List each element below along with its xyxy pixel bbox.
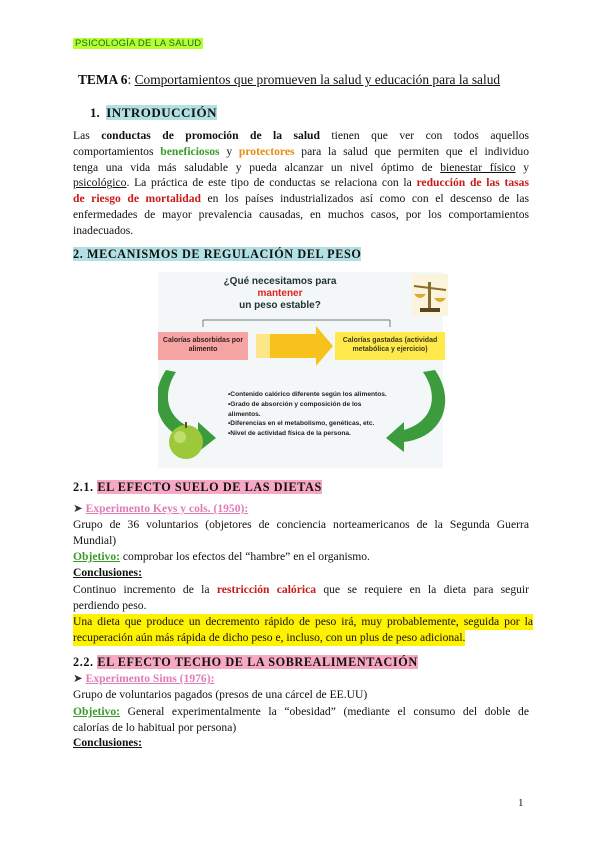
weight-regulation-diagram xyxy=(158,272,448,468)
group-line: Grupo de 36 voluntarios (objetores de conciencia norteamericanos de la Segunda Guerra xyxy=(73,518,529,531)
diagram-bullets xyxy=(228,390,388,439)
page-title xyxy=(78,72,500,88)
intro-line: tenga una vida más saludable y pueda alcanzar un nivel óptimo de bienestar físico y xyxy=(73,160,529,174)
intro-paragraph xyxy=(73,128,529,239)
highlight-line: recuperación aún más rápida de dicho peso e, incluso, con un plus de peso adicional. xyxy=(73,630,466,644)
scale-icon xyxy=(412,274,448,316)
objective-text: comprobar los efectos del “hambre” en el organismo. xyxy=(120,550,370,563)
section22-number: 2.2. xyxy=(73,655,94,669)
intro-line: Las conductas de promoción de la salud tienen que ver con todos aquellos xyxy=(73,129,530,142)
calories-spent-box: Calorías gastadas (actividad metabólica y ejercicio) xyxy=(335,332,445,360)
sims-objective-paragraph xyxy=(73,704,529,736)
bullet-item: •Grado de absorción y composición de los alimentos. xyxy=(228,400,362,418)
section1-title: INTRODUCCIÓN xyxy=(106,105,217,120)
section21-heading xyxy=(73,480,322,495)
objective-line: calorías de lo habitual por persona) xyxy=(73,720,237,734)
conclusion-line: Continuo incremento de la restricción calórica que se requiere en la dieta para seguir xyxy=(73,583,530,596)
section22-title: EL EFECTO TECHO DE LA SOBREALIMENTACIÓN xyxy=(97,655,418,669)
course-header: PSICOLOGÍA DE LA SALUD xyxy=(75,38,202,49)
bullet-item: •Diferencias en el metabolismo, genéticas, etc. xyxy=(228,420,375,428)
diagram-question: ¿Qué necesitamos para mantener un peso estable? xyxy=(223,276,337,311)
keys-conclusions-paragraph xyxy=(73,582,529,614)
highlighted-conclusion xyxy=(73,614,533,646)
section1-heading xyxy=(90,105,217,121)
bullet-item: •Contenido calórico diferente según los alimentos. xyxy=(228,391,387,398)
calories-absorbed-box: Calorías absorbidas por alimento xyxy=(158,332,248,360)
section1-number: 1. xyxy=(90,105,100,120)
section21-title: EL EFECTO SUELO DE LAS DIETAS xyxy=(97,480,322,494)
group-line: Mundial) xyxy=(73,533,117,547)
title-separator: : xyxy=(127,72,135,87)
intro-line: de riesgo de mortalidad en los países industrializados así como con el descenso de las xyxy=(73,192,529,206)
conclusion-line: perdiendo peso. xyxy=(73,598,147,612)
intro-line: inadecuados. xyxy=(73,223,134,237)
page-number: 1 xyxy=(518,797,524,809)
keys-objective xyxy=(73,550,370,563)
intro-line: enfermedades de mayor prevalencia causadas, en muchos casos, por los comportamientos xyxy=(73,207,529,221)
keys-experiment: ➤ Experimento Keys y cols. (1950): xyxy=(73,502,249,515)
bullet-item: •Nivel de actividad física de la persona. xyxy=(228,430,351,438)
sims-experiment-title: Experimento Sims (1976): xyxy=(85,672,215,685)
keys-experiment-title: Experimento Keys y cols. (1950): xyxy=(85,502,249,515)
tema-label: TEMA 6 xyxy=(78,72,128,87)
connector-lines xyxy=(203,320,390,327)
sims-experiment: ➤ Experimento Sims (1976): xyxy=(73,672,215,685)
section21-number: 2.1. xyxy=(73,480,94,494)
section2-title: 2. MECANISMOS DE REGULACIÓN DEL PESO xyxy=(73,247,362,261)
title-subtitle: Comportamientos que promueven la salud y educación para la salud xyxy=(134,72,501,87)
sims-conclusions-label: Conclusiones: xyxy=(73,736,142,749)
section22-heading xyxy=(73,655,418,670)
objective-label: Objetivo: xyxy=(73,550,121,563)
section2-heading xyxy=(73,247,361,262)
keys-group-paragraph xyxy=(73,517,529,549)
sims-group: Grupo de voluntarios pagados (presos de una cárcel de EE.UU) xyxy=(73,688,368,701)
highlight-line: Una dieta que produce un decremento rápido de peso irá, muy probablemente, seguida por la xyxy=(73,615,533,628)
keys-conclusions-label: Conclusiones: xyxy=(73,566,142,579)
intro-line: comportamientos beneficiosos y protectores para la salud que permiten que el individuo xyxy=(73,144,529,158)
transfer-arrow xyxy=(256,326,333,366)
intro-line: psicológico. La práctica de este tipo de conductas se relaciona con la reducción de las tasas xyxy=(73,176,529,190)
right-curved-arrow xyxy=(386,370,445,452)
objective-line: Objetivo: General experimentalmente la “obesidad” (mediante el consumo del doble de xyxy=(73,705,529,718)
